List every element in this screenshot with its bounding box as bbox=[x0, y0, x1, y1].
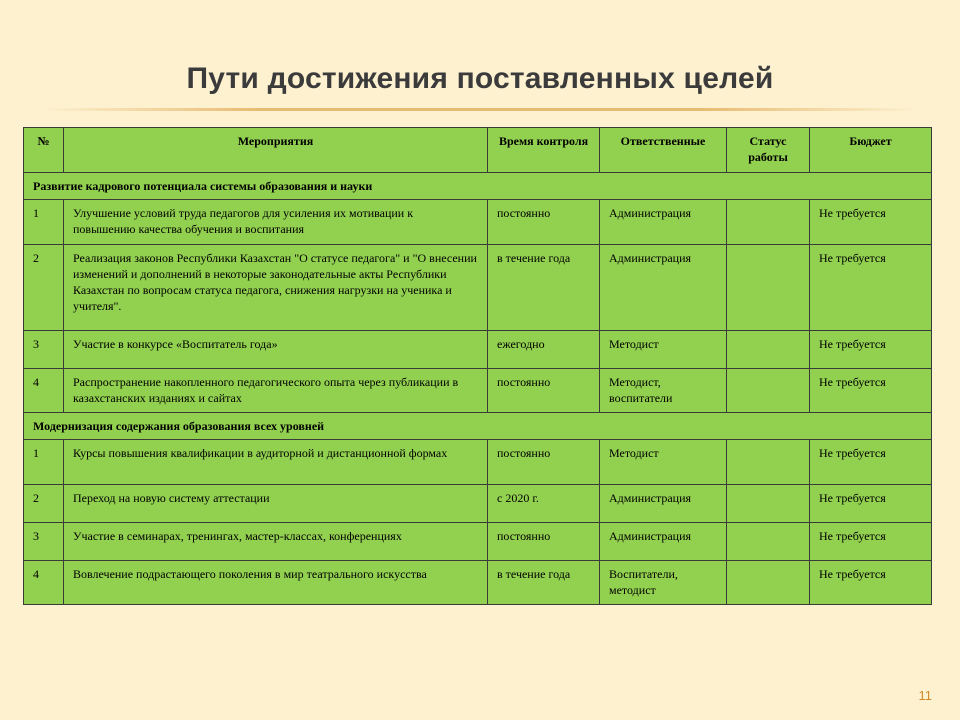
cell-status bbox=[727, 440, 810, 485]
cell-status bbox=[727, 523, 810, 561]
header-status: Статус работы bbox=[727, 128, 810, 173]
cell-activity: Улучшение условий труда педагогов для усиления их мотивации к повышению качества обучения и воспитания bbox=[64, 200, 488, 245]
cell-num: 3 bbox=[24, 331, 64, 369]
cell-status bbox=[727, 245, 810, 331]
cell-activity: Курсы повышения квалификации в аудиторной и дистанционной формах bbox=[64, 440, 488, 485]
cell-status bbox=[727, 485, 810, 523]
table-row bbox=[24, 485, 932, 523]
table-row bbox=[24, 440, 932, 485]
cell-num: 1 bbox=[24, 200, 64, 245]
section-title: Развитие кадрового потенциала системы образования и науки bbox=[24, 173, 932, 200]
header-activities: Мероприятия bbox=[64, 128, 488, 173]
cell-num: 2 bbox=[24, 485, 64, 523]
section-title: Модернизация содержания образования всех уровней bbox=[24, 413, 932, 440]
table-row bbox=[24, 523, 932, 561]
cell-activity: Переход на новую систему аттестации bbox=[64, 485, 488, 523]
header-budget: Бюджет bbox=[810, 128, 932, 173]
cell-budget: Не требуется bbox=[810, 440, 932, 485]
page-number: 11 bbox=[918, 688, 932, 703]
cell-num: 1 bbox=[24, 440, 64, 485]
cell-status bbox=[727, 331, 810, 369]
cell-status bbox=[727, 200, 810, 245]
cell-responsible: Методист bbox=[600, 331, 727, 369]
cell-responsible: Воспитатели, методист bbox=[600, 561, 727, 605]
cell-budget: Не требуется bbox=[810, 523, 932, 561]
header-num: № bbox=[24, 128, 64, 173]
table-row bbox=[24, 331, 932, 369]
cell-responsible: Администрация bbox=[600, 200, 727, 245]
section-row bbox=[24, 413, 932, 440]
cell-status bbox=[727, 561, 810, 605]
cell-activity: Реализация законов Республики Казахстан "О статусе педагога" и "О внесении изменений и дополнений в некоторые законодательные акты Республики Казахстан по вопросам статуса педагога, снижения нагрузки на ученика и учителя". bbox=[64, 245, 488, 331]
cell-num: 2 bbox=[24, 245, 64, 331]
title-divider bbox=[40, 108, 920, 111]
cell-responsible: Администрация bbox=[600, 523, 727, 561]
cell-responsible: Методист bbox=[600, 440, 727, 485]
cell-activity: Участие в семинарах, тренингах, мастер-классах, конференциях bbox=[64, 523, 488, 561]
cell-num: 3 bbox=[24, 523, 64, 561]
cell-status bbox=[727, 369, 810, 413]
table-row bbox=[24, 245, 932, 331]
cell-time: с 2020 г. bbox=[488, 485, 600, 523]
cell-responsible: Администрация bbox=[600, 485, 727, 523]
cell-budget: Не требуется bbox=[810, 200, 932, 245]
slide-title: Пути достижения поставленных целей bbox=[186, 62, 774, 95]
section-row bbox=[24, 173, 932, 200]
cell-time: в течение года bbox=[488, 245, 600, 331]
cell-activity: Распространение накопленного педагогического опыта через публикации в казахстанских изданиях и сайтах bbox=[64, 369, 488, 413]
cell-budget: Не требуется bbox=[810, 245, 932, 331]
table-row bbox=[24, 200, 932, 245]
table-row bbox=[24, 369, 932, 413]
table-header-row bbox=[24, 128, 932, 173]
cell-num: 4 bbox=[24, 369, 64, 413]
table-row bbox=[24, 561, 932, 605]
header-responsible: Ответственные bbox=[600, 128, 727, 173]
cell-activity: Вовлечение подрастающего поколения в мир театрального искусства bbox=[64, 561, 488, 605]
cell-time: ежегодно bbox=[488, 331, 600, 369]
cell-time: постоянно bbox=[488, 369, 600, 413]
cell-budget: Не требуется bbox=[810, 485, 932, 523]
cell-budget: Не требуется bbox=[810, 561, 932, 605]
cell-responsible: Администрация bbox=[600, 245, 727, 331]
goals-table bbox=[23, 127, 932, 605]
cell-responsible: Методист, воспитатели bbox=[600, 369, 727, 413]
cell-time: постоянно bbox=[488, 440, 600, 485]
cell-time: постоянно bbox=[488, 523, 600, 561]
header-time: Время контроля bbox=[488, 128, 600, 173]
cell-budget: Не требуется bbox=[810, 331, 932, 369]
cell-num: 4 bbox=[24, 561, 64, 605]
cell-time: в течение года bbox=[488, 561, 600, 605]
cell-time: постоянно bbox=[488, 200, 600, 245]
cell-activity: Участие в конкурсе «Воспитатель года» bbox=[64, 331, 488, 369]
cell-budget: Не требуется bbox=[810, 369, 932, 413]
